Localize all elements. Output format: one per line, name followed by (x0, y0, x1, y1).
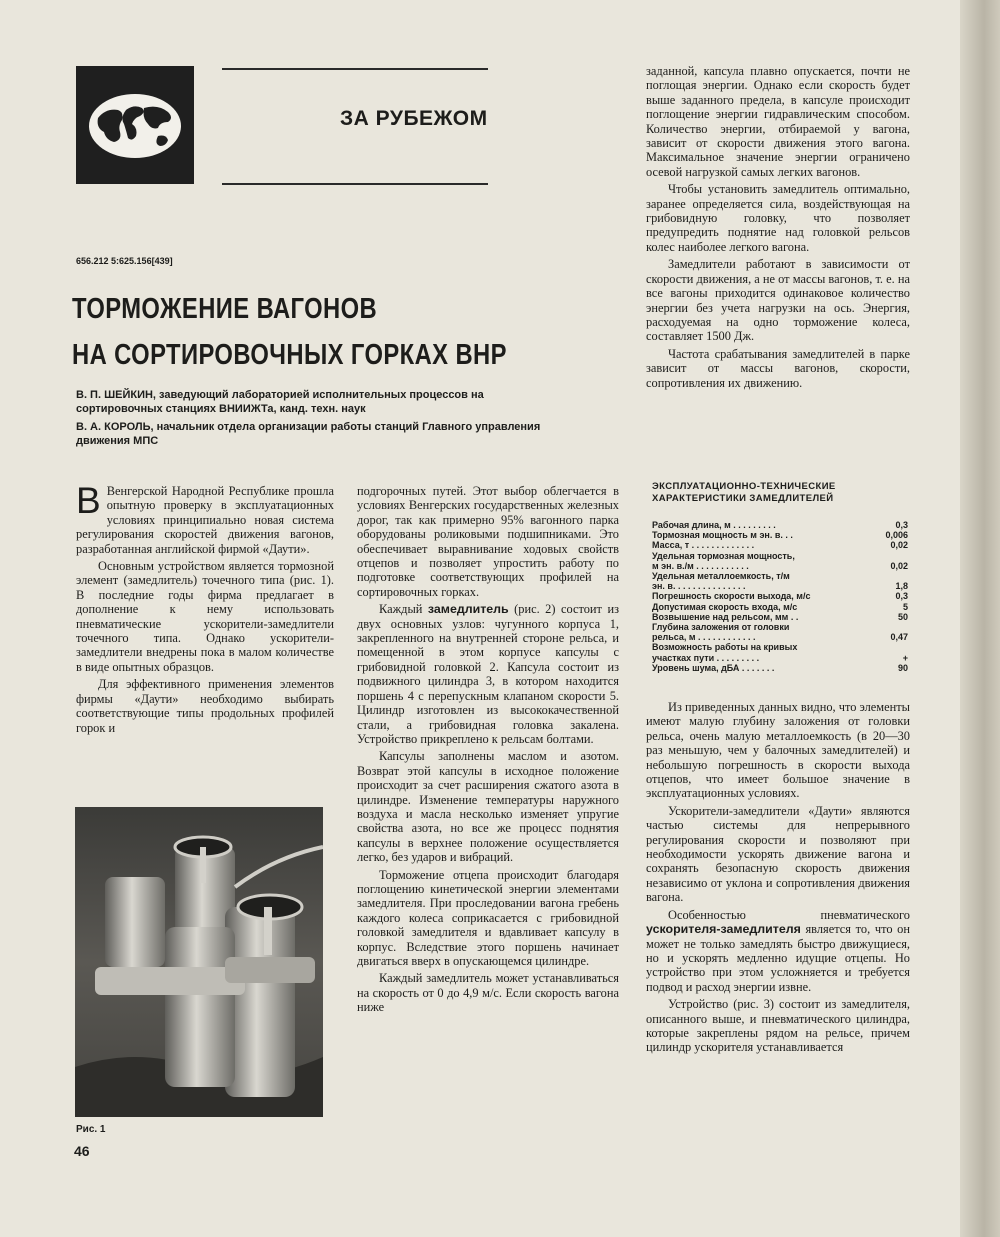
spec-row: м эн. в./м . . . . . . . . . . . 0,02 (652, 560, 908, 571)
paragraph: Капсулы заполнены маслом и азотом. Возврат этой капсулы в исходное положение происходит за счет расширения сжатого азота в цилиндре. Изменение температуры наружного воздуха и масла несколько изменяет упругие свойства азота, но все же процесс поднятия капсулы в верхнее положение осуществляется легко, без ударов и вибраций. (357, 749, 619, 865)
spec-row: Допустимая скорость входа, м/с 5 (652, 601, 908, 612)
drop-cap: В (76, 480, 101, 521)
paragraph: заданной, капсула плавно опускается, почти не поглощая энергии. Однако если скорость будет выше заданного предела, в капсуле происходит поглощение энергии гидравлическим способом. Количество энергии, отбираемой у вагона, зависит от скорости движения этого вагона. Максимальное значение энергии ограничено осевой нагрузкой самых легких вагонов. (646, 64, 910, 179)
authors-block (76, 388, 556, 452)
paragraph: Ускорители-замедлители «Даути» являются частью системы для непрерывного регулирования скорости и позволяют при необходимости ускорять движение вагона и сохранять безопасную скорость движения независимо от уклона и сопротивления движения вагона. (646, 803, 910, 905)
text-column-3-bottom (646, 700, 910, 1058)
header-rule-bottom (222, 183, 488, 185)
paragraph: Для эффективного применения элементов фирмы «Даути» необходимо выбирать соответствующие типы продольных профилей горок и (76, 677, 334, 735)
page-gutter (960, 0, 1000, 1237)
figure-caption: Рис. 1 (76, 1124, 106, 1135)
spec-row: Рабочая длина, м . . . . . . . . . 0,3 (652, 520, 908, 530)
spec-row: Глубина заложения от головки (652, 622, 790, 633)
spec-row: участках пути . . . . . . . . . + (652, 652, 908, 663)
spec-row: Удельная тормозная мощность, (652, 550, 795, 561)
text-column-2 (357, 484, 619, 1018)
spec-row: рельса, м . . . . . . . . . . . . 0,47 (652, 632, 908, 643)
retarder-photo (75, 807, 323, 1117)
paragraph: Частота срабатывания замедлителей в парке зависит от массы вагонов, скорости, сопротивления их движению. (646, 346, 910, 390)
world-map-logo (76, 66, 194, 184)
page-number: 46 (74, 1143, 90, 1159)
paragraph: Из приведенных данных видно, что элементы имеют малую глубину заложения от головки рельса, очень малую металлоемкость (в 20—30 раз меньшую, чем у балочных замедлителей) и небольшую погрешность в скорости выхода отцепов, что имеет большое значение в эксплуатационных условиях. (646, 700, 910, 801)
paragraph: Особенностью пневматического ускорителя-замедлителя является то, что он может не только замедлять быстро движущиеся, но и ускорять медленно идущие отцепы. Но устройство при этом усложняется и требуется подвод и расход энергии извне. (646, 907, 910, 994)
specs-heading: ЭКСПЛУАТАЦИОННО-ТЕХНИЧЕСКИЕ ХАРАКТЕРИСТИКИ ЗАМЕДЛИТЕЛЕЙ (652, 481, 836, 504)
paragraph: В Венгерской Народной Республике прошла опытную проверку в эксплуатационных условиях принципиально новая система регулирования скоростей движения вагонов, разработанная английской фирмой «Даути». (76, 480, 334, 556)
author-1: В. П. ШЕЙКИН, заведующий лабораторией исполнительных процессов на сортировочных станциях ВНИИЖТа, канд. техн. наук (76, 389, 484, 415)
paragraph: Основным устройством является тормозной элемент (замедлитель) точечного типа (рис. 1). В последние годы фирма предлагает в дополнение к нему использовать пневматические ускорители-замедлители точечного типа. Однако ускорители-замедлители внедрены пока в малом количестве в виде опытных образцов. (76, 559, 334, 674)
paragraph: подгорочных путей. Этот выбор облегчается в условиях Венгерских государственных железных дорог, так как примерно 95% вагонного парка оборудованы роликовыми подшипниками. Это обеспечивает выравнивание ходовых свойств отцепов и позволяет упростить работу по подготовке соответствующих профилей на сортировочных горках. (357, 484, 619, 599)
spec-row: Удельная металлоемкость, т/м (652, 571, 790, 582)
paragraph: Торможение отцепа происходит благодаря поглощению кинетической энергии элементами замедлителя. При проследовании вагона гребень каждого колеса соприкасается с грибовидной головкой замедлителя и вдавливает капсулу в корпус. Вследствие этого поршень начинает двигаться вверх в опускающемся цилиндре. (357, 867, 619, 968)
paragraph: Устройство (рис. 3) состоит из замедлителя, описанного выше, и пневматического цилиндра, которые закреплены рядом на рельсе, причем цилиндр ускорителя устанавливается (646, 997, 910, 1055)
spec-row: Тормозная мощность м эн. в. . . 0,006 (652, 530, 908, 541)
header-rule-top (222, 68, 488, 70)
paragraph: Каждый замедлитель может устанавливаться на скорость от 0 до 4,9 м/с. Если скорость вагона ниже (357, 971, 619, 1015)
text-column-1 (76, 480, 334, 738)
paragraph: Замедлители работают в зависимости от скорости движения, а не от массы вагонов, т. е. на все вагоны приходится одинаковое количество энергии без учета нагрузки на ось. Энергия, расходуемая на одно торможение колеса, составляет 1500 Дж. (646, 257, 910, 344)
figure-1-photo (75, 807, 323, 1117)
emphasis: замедлитель (427, 602, 509, 617)
spec-row: Масса, т . . . . . . . . . . . . . 0,02 (652, 540, 908, 551)
text-column-3-top (646, 64, 910, 393)
title-line-2: НА СОРТИРОВОЧНЫХ ГОРКАХ ВНР (72, 339, 507, 371)
article-title (72, 286, 507, 378)
section-title: ЗА РУБЕЖОМ (340, 107, 488, 130)
spec-row: Возможность работы на кривых (652, 642, 798, 653)
author-2: В. А. КОРОЛЬ, начальник отдела организации работы станций Главного управления движения МПС (76, 421, 541, 447)
spec-row: Уровень шума, дБА . . . . . . . 90 (652, 662, 908, 673)
udc-code: 656.212 5:625.156[439] (76, 256, 173, 266)
globe-icon (76, 66, 194, 184)
spec-row: Погрешность скорости выхода, м/с 0,3 (652, 591, 908, 602)
spec-row: Возвышение над рельсом, мм . . 50 (652, 611, 908, 622)
paragraph: Чтобы установить замедлитель оптимально, заранее определяется сила, воздействующая на грибовидную головку, что позволяет предупредить поднятие над головкой рельсов колес наиболее легкого вагона. (646, 182, 910, 254)
paragraph: Каждый замедлитель (рис. 2) состоит из двух основных узлов: чугунного корпуса 1, закрепленного на внутренней стороне рельса, и помещенной в этом корпусе капсулы с грибовидной головкой 2. Капсула состоит из подвижного цилиндра 3, в котором находится поршень 4 с перепускным клапаном скорости 5. Цилиндр изготовлен из высококачественной стали, а грибовидная головка закалена. Устройство прикреплено к рельсам болтами. (357, 602, 619, 746)
emphasis: ускорителя-замедлителя (646, 922, 801, 937)
specs-table (652, 520, 908, 673)
spec-row: эн. в. . . . . . . . . . . . . . . 1,8 (652, 581, 908, 592)
title-line-1: ТОРМОЖЕНИЕ ВАГОНОВ (72, 293, 378, 325)
